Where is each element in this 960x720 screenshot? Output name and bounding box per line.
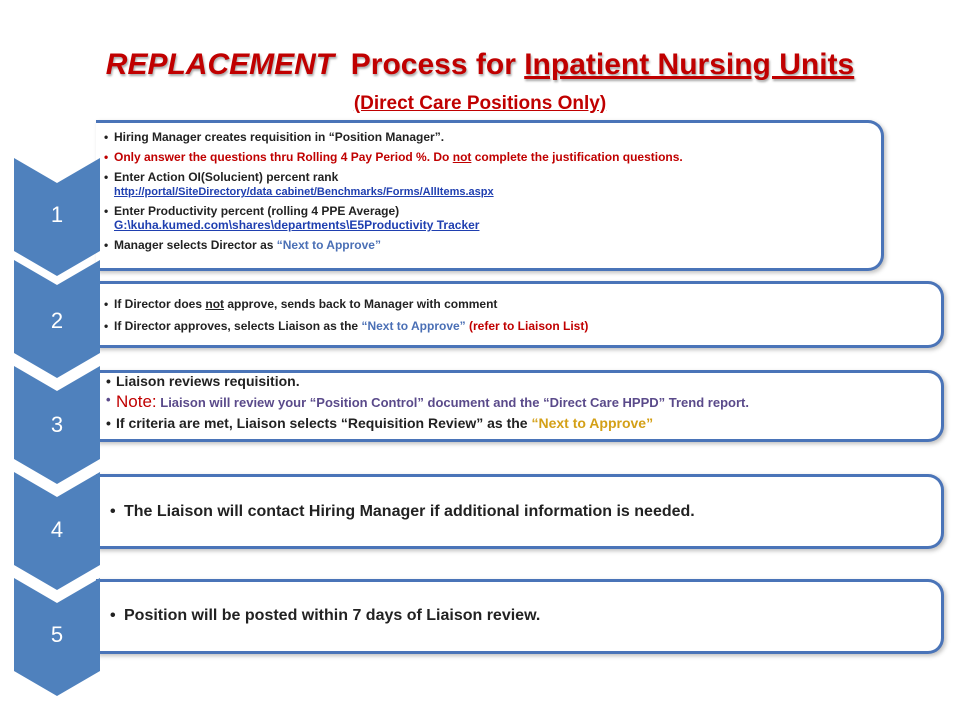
solucient-link[interactable]: http://portal/SiteDirectory/data cabinet/Benchmarks/Forms/AllItems.aspx	[114, 186, 494, 198]
step-1-bullet-2: • Only answer the questions thru Rolling 4 Pay Period %. Do not complete the justification questions.	[104, 150, 683, 164]
step-1-bullet-3: • Enter Action OI(Solucient) percent rank http://portal/SiteDirectory/data cabinet/Benchmarks/Forms/AllItems.aspx	[104, 170, 683, 198]
step-5-number: 5	[50, 622, 64, 647]
page-title	[0, 48, 960, 82]
step-3-bullet-3: • If criteria are met, Liaison selects “Requisition Review” as the “Next to Approve”	[106, 415, 749, 431]
step-2-bullet-2: • If Director approves, selects Liaison as the “Next to Approve” (refer to Liaison List)	[104, 319, 588, 333]
page-subtitle: (Direct Care Positions Only)	[353, 93, 607, 114]
step-3-number: 3	[50, 412, 64, 437]
step-2-bullet-1: • If Director does not approve, sends back to Manager with comment	[104, 297, 588, 311]
step-2-box	[96, 281, 944, 348]
step-1-bullet-5: • Manager selects Director as “Next to Approve”	[104, 238, 683, 252]
step-1-bullet-4: • Enter Productivity percent (rolling 4 PPE Average) G:\kuha.kumed.com\shares\departments\E5Productivity Tracker	[104, 204, 683, 232]
step-1-bullet-1: • Hiring Manager creates requisition in “Position Manager”.	[104, 130, 683, 144]
step-1-box	[96, 120, 884, 271]
step-4-number: 4	[50, 517, 64, 542]
productivity-tracker-link[interactable]: G:\kuha.kumed.com\shares\departments\E5Productivity Tracker	[114, 218, 480, 232]
step-1-number: 1	[50, 202, 64, 227]
step-4-bullet-1: • The Liaison will contact Hiring Manager if additional information is needed.	[110, 503, 695, 521]
step-5-bullet-1: • Position will be posted within 7 days of Liaison review.	[110, 607, 540, 625]
title-process-for: Process for	[350, 48, 516, 81]
step-5-box	[96, 579, 944, 654]
step-3-box	[96, 370, 944, 442]
title-replacement: REPLACEMENT	[105, 48, 335, 81]
step-3-bullet-2: • Note: Liaison will review your “Position Control” document and the “Direct Care HPPD” Trend report.	[106, 392, 749, 412]
step-4-box	[96, 474, 944, 549]
title-units: Inpatient Nursing Units	[524, 48, 855, 81]
step-2-number: 2	[50, 308, 64, 333]
step-3-bullet-1: • Liaison reviews requisition.	[106, 373, 749, 389]
